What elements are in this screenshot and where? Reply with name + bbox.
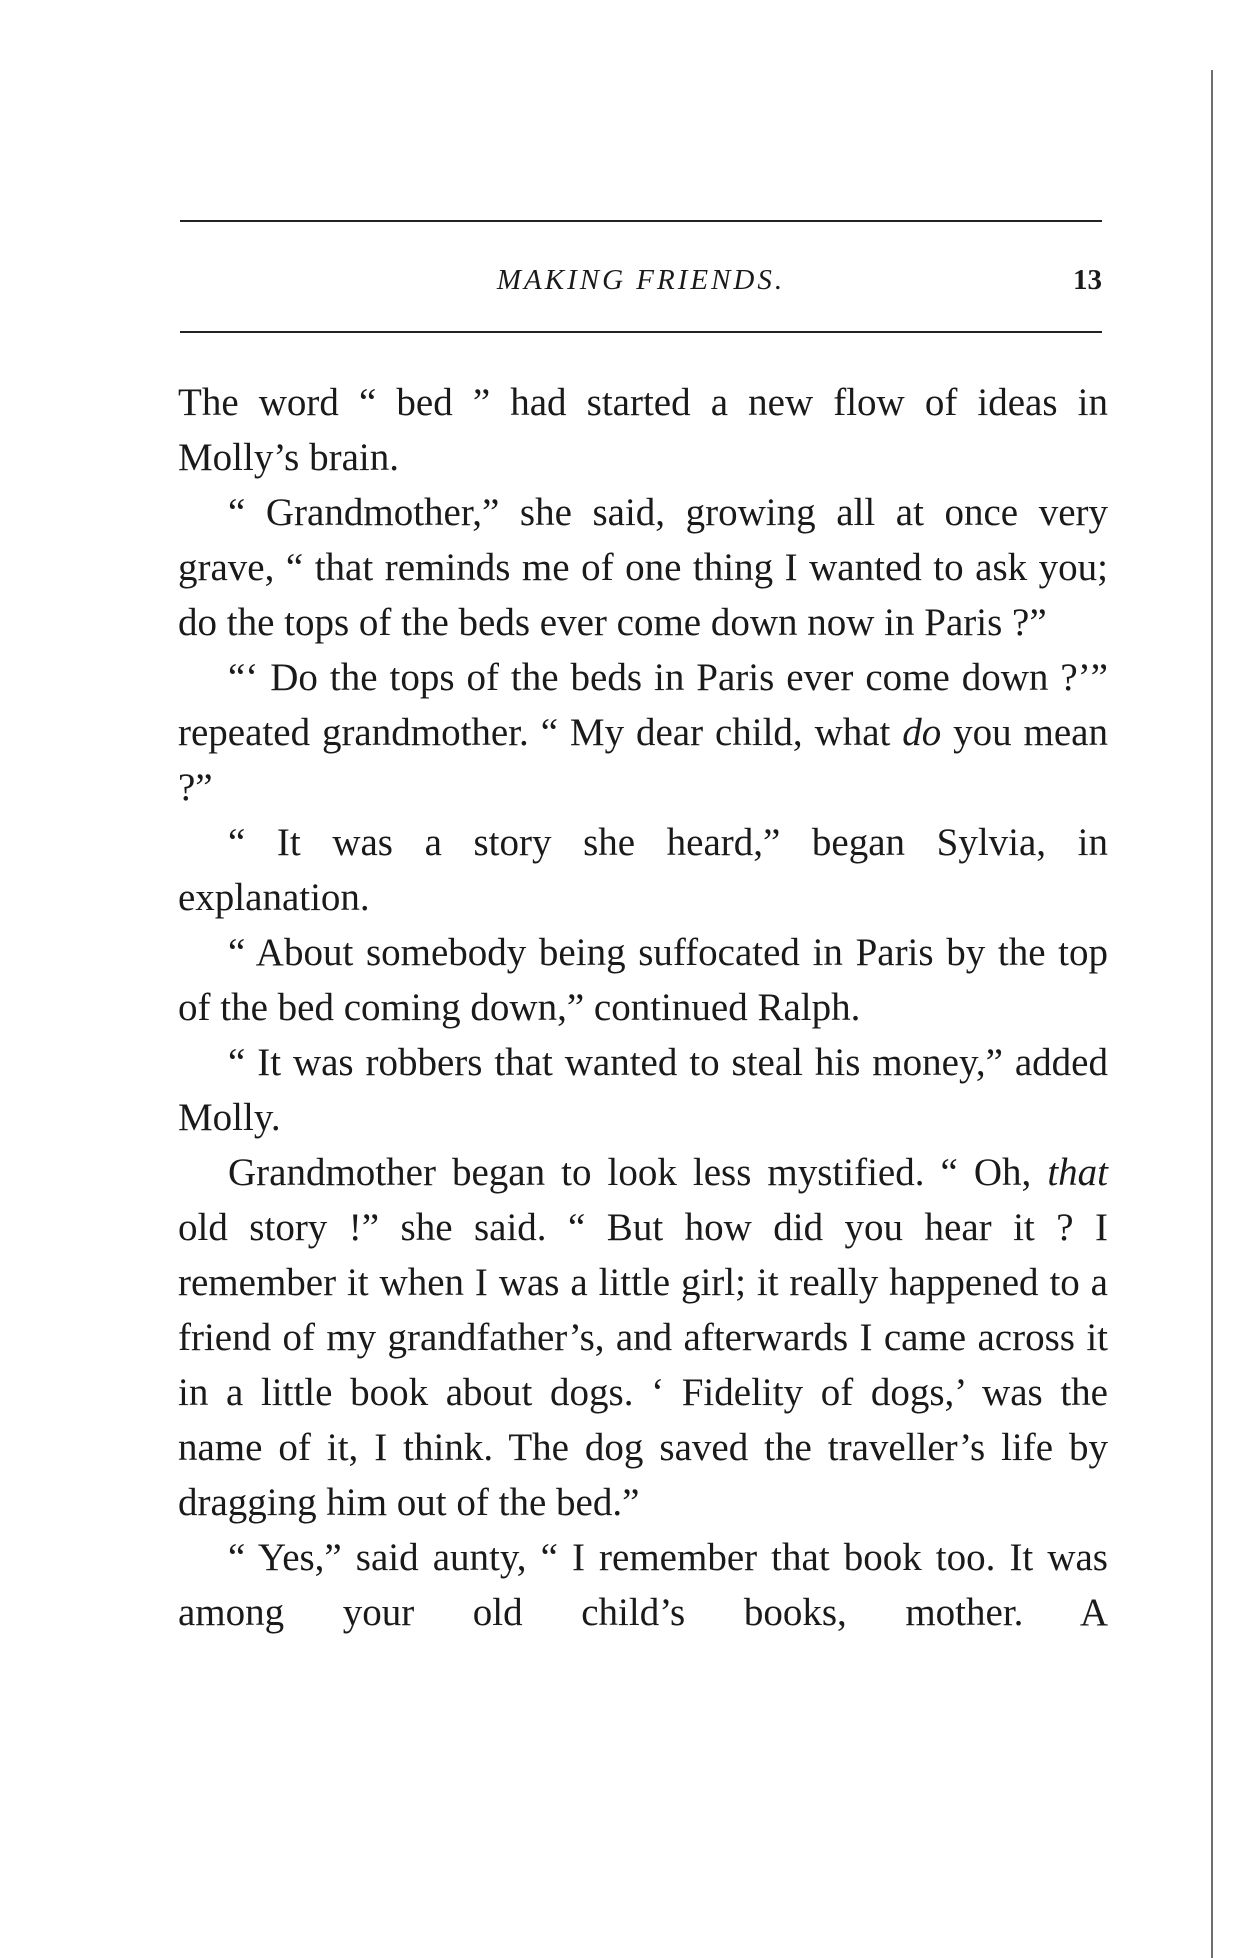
page-number: 13 bbox=[1073, 264, 1102, 296]
paragraph-text: “ Grandmother,” she said, growing all at once very grave, “ that reminds me of one thing I wanted to ask you; do the tops of the beds ever come down now in Paris ?” bbox=[178, 491, 1108, 644]
header-rule-bottom bbox=[180, 331, 1102, 333]
paragraph-text: “ It was a story she heard,” began Sylvia, in explanation. bbox=[178, 821, 1108, 919]
paragraph bbox=[178, 650, 1108, 815]
paragraph-text: old story !” she said. “ But how did you hear it ? I remember it when I was a little girl; it really happened to a friend of my grandfather’s, and afterwards I came across it in a little book about dogs. ‘ Fidelity of dogs,’ was the name of it, I think. The dog saved the traveller’s life by dragging him out of the bed.” bbox=[178, 1206, 1108, 1524]
paragraph bbox=[178, 925, 1108, 1035]
header-rule-top bbox=[180, 220, 1102, 222]
paragraph bbox=[178, 1145, 1108, 1530]
body-text bbox=[178, 375, 1108, 1640]
paragraph-text: “ It was robbers that wanted to steal his money,” added Molly. bbox=[178, 1041, 1108, 1139]
running-header bbox=[180, 264, 1102, 304]
paragraph bbox=[178, 1530, 1108, 1640]
paragraph-text: you mean ?” bbox=[178, 711, 1108, 809]
page-edge-line bbox=[1211, 70, 1213, 1958]
paragraph bbox=[178, 1035, 1108, 1145]
emphasis-text: do bbox=[902, 711, 942, 754]
paragraph-text: Grandmother began to look less mystified. “ Oh, bbox=[228, 1151, 1048, 1194]
paragraph bbox=[178, 375, 1108, 485]
paragraph-text: The word “ bed ” had started a new flow of ideas in Molly’s brain. bbox=[178, 381, 1108, 479]
paragraph-text: “ Yes,” said aunty, “ I remember that book too. It was among your old child’s books, mother. A bbox=[178, 1536, 1108, 1634]
emphasis-text: that bbox=[1047, 1151, 1108, 1194]
running-title: MAKING FRIENDS. bbox=[496, 264, 786, 296]
paragraph bbox=[178, 815, 1108, 925]
paragraph-text: “‘ Do the tops of the beds in Paris ever come down ?’” repeated grandmother. “ My dear child, what bbox=[178, 656, 1108, 754]
paragraph-text: “ About somebody being suffocated in Paris by the top of the bed coming down,” continued Ralph. bbox=[178, 931, 1108, 1029]
paragraph bbox=[178, 485, 1108, 650]
